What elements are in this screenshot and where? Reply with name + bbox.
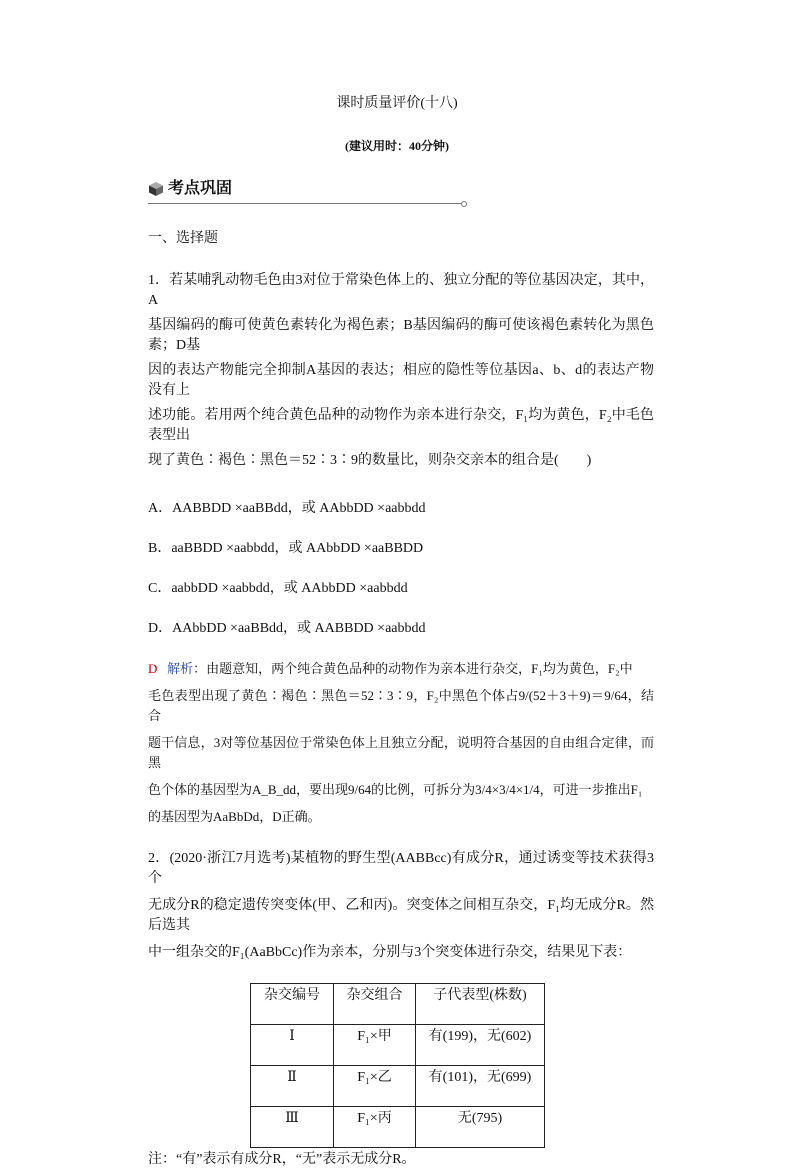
analysis-label: 解析 <box>167 661 194 676</box>
section-divider-wrap <box>148 201 466 207</box>
q2-line: 中一组杂交的F₁(AaBbCc)作为亲本，分别与3个突变体进行杂交，结果见下表： <box>148 945 632 960</box>
table-cell: F₁×乙 <box>334 1066 416 1107</box>
table-cell: Ⅰ <box>251 1025 334 1066</box>
analysis-line <box>148 659 654 679</box>
table-row <box>251 1025 545 1066</box>
table-cell: Ⅱ <box>251 1066 334 1107</box>
analysis-line: 的基因型为AaBbDd，D正确。 <box>148 809 321 824</box>
analysis-line: 色个体的基因型为A_B_dd，要出现9/64的比例，可拆分为3/4×3/4×1/4，可进一步推出F₁ <box>148 782 643 797</box>
suggested-time: (建议用时：40分钟) <box>345 139 449 153</box>
q1-line: 因的表达产物能完全抑制A基因的表达；相应的隐性等位基因a、b、d的表达产物没有上 <box>148 363 654 398</box>
analysis-line: 毛色表型出现了黄色∶褐色∶黑色＝52∶3∶9，F₂中黑色个体占9/(52＋3＋9)＝9/64，结合 <box>148 688 654 723</box>
cube-icon <box>148 181 164 197</box>
q1-line: 基因编码的酶可使黄色素转化为褐色素；B基因编码的酶可使该褐色素转化为黑色素；D基 <box>148 318 654 353</box>
divider-end-dot <box>461 201 467 207</box>
table-row <box>251 1066 545 1107</box>
table-cell: 无(795) <box>416 1107 545 1148</box>
table-cell: 有(199)，无(602) <box>416 1025 545 1066</box>
analysis-line: 题干信息，3对等位基因位于常染色体上且独立分配，说明符合基因的自由组合定律，而黑 <box>148 735 654 770</box>
option-a: A．AABBDD ×aaBBdd，或 AAbbDD ×aabbdd <box>148 501 426 516</box>
table-cell: F₁×丙 <box>334 1107 416 1148</box>
q1-line: 1．若某哺乳动物毛色由3对位于常染色体上的、独立分配的等位基因决定，其中，A <box>148 273 654 308</box>
page-title: 课时质量评价(十八) <box>336 96 458 111</box>
table-header: 杂交编号 <box>251 984 334 1025</box>
table-header: 子代表型(株数) <box>416 984 545 1025</box>
q2-line: 无成分R的稳定遗传突变体(甲、乙和丙)。突变体之间相互杂交，F₁均无成分R。然后选其 <box>148 898 654 933</box>
results-table <box>250 983 545 1148</box>
section-title: 考点巩固 <box>168 180 233 197</box>
table-row <box>251 1107 545 1148</box>
analysis-text: ：由题意知，两个纯合黄色品种的动物作为亲本进行杂交，F₁均为黄色，F₂中 <box>193 661 633 676</box>
table-cell: Ⅲ <box>251 1107 334 1148</box>
section-divider <box>148 203 461 204</box>
answer: D <box>148 661 158 676</box>
table-note: 注：“有”表示有成分R，“无”表示无成分R。 <box>148 1152 416 1167</box>
option-b: B．aaBBDD ×aabbdd，或 AAbbDD ×aaBBDD <box>148 541 424 556</box>
part-heading: 一、选择题 <box>148 231 218 246</box>
q1-line: 述功能。若用两个纯合黄色品种的动物作为亲本进行杂交，F₁均为黄色，F₂中毛色表型出 <box>148 408 654 443</box>
content <box>148 179 654 1170</box>
table-header-row <box>251 984 545 1025</box>
table-cell: 有(101)，无(699) <box>416 1066 545 1107</box>
table-cell: F₁×甲 <box>334 1025 416 1066</box>
section-heading <box>148 179 654 199</box>
option-d: D．AAbbDD ×aaBBdd，或 AABBDD ×aabbdd <box>148 621 426 636</box>
option-c: C．aabbDD ×aabbdd，或 AAbbDD ×aabbdd <box>148 581 408 596</box>
q2-line: 2．(2020·浙江7月选考)某植物的野生型(AABBcc)有成分R，通过诱变等技术获得3个 <box>148 851 654 886</box>
table-header: 杂交组合 <box>334 984 416 1025</box>
q1-line: 现了黄色∶褐色∶黑色＝52∶3∶9的数量比，则杂交亲本的组合是( ) <box>148 453 592 468</box>
